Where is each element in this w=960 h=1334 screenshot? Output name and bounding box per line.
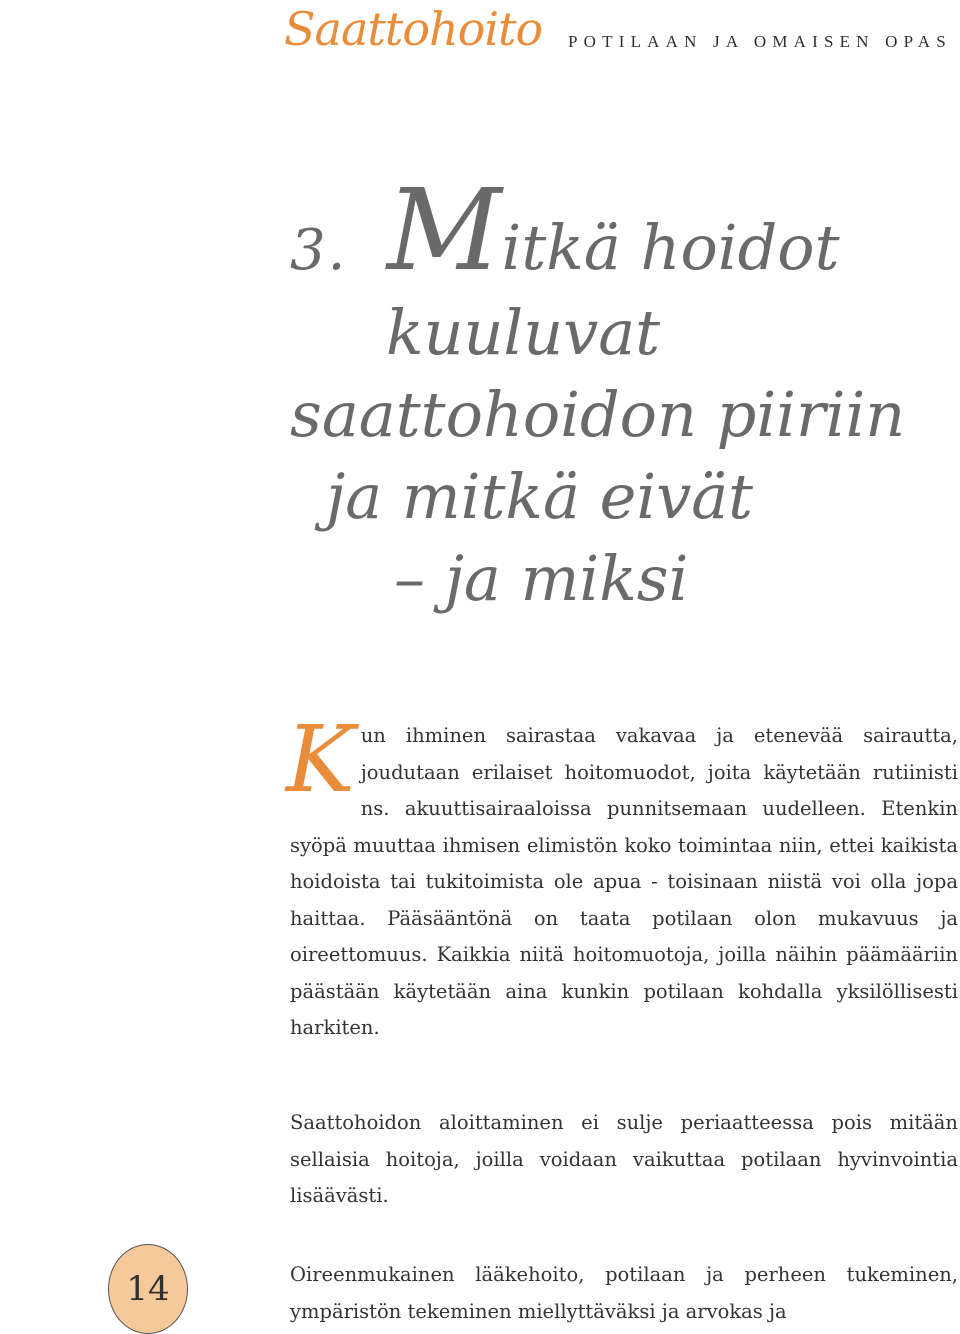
paragraph-1-text: un ihminen sairastaa vakavaa ja etenevää sairautta, joudutaan erilaiset hoitomuodot, joita käytetään rutiinisti ns. akuuttisairaaloissa punnitsemaan uudelleen. Etenkin syöpä muuttaa ihmisen elimistön koko toimintaa niin, ettei kaikista hoidoista tai tukitoimista ole apua - toisinaan niistä voi olla jopa haittaa. Pääsääntönä on taata potilaan olon mukavuus ja oireettomuus. Kaikkia niitä hoitomuotoja, joilla näihin päämääriin päästään käytetään aina kunkin potilaan kohdalla yksilöllisesti harkiten. bbox=[290, 724, 958, 1039]
chapter-number: 3. bbox=[290, 218, 348, 284]
paragraph-2: Saattohoidon aloittaminen ei sulje periaatteessa pois mitään sellaisia hoitoja, joilla voidaan vaikuttaa potilaan hyvinvointia lisäävästi. bbox=[290, 1111, 958, 1207]
chapter-title-line-3: saattohoidon piiriin bbox=[290, 378, 906, 452]
chapter-title-line-5: – ja miksi bbox=[394, 542, 689, 616]
chapter-title-text-1: itkä hoidot bbox=[501, 211, 840, 285]
paragraph-3: Oireenmukainen lääkehoito, potilaan ja perheen tukeminen, ympäristön tekeminen miellyttäväksi ja arvokas ja bbox=[290, 1263, 958, 1323]
paragraph-dropcap: K bbox=[286, 706, 355, 813]
chapter-title-line-4: ja mitkä eivät bbox=[326, 460, 754, 534]
chapter-title bbox=[290, 166, 950, 620]
chapter-first-letter: M bbox=[386, 166, 502, 297]
brand-title: Saattohoito bbox=[284, 2, 543, 56]
page-number: 14 bbox=[126, 1269, 170, 1309]
chapter-title-line-2: kuuluvat bbox=[386, 296, 661, 370]
chapter-title-line-1 bbox=[290, 166, 950, 297]
series-title: POTILAAN JA OMAISEN OPAS bbox=[568, 32, 952, 51]
page-number-badge bbox=[108, 1244, 188, 1334]
paragraph-1 bbox=[286, 706, 958, 1047]
